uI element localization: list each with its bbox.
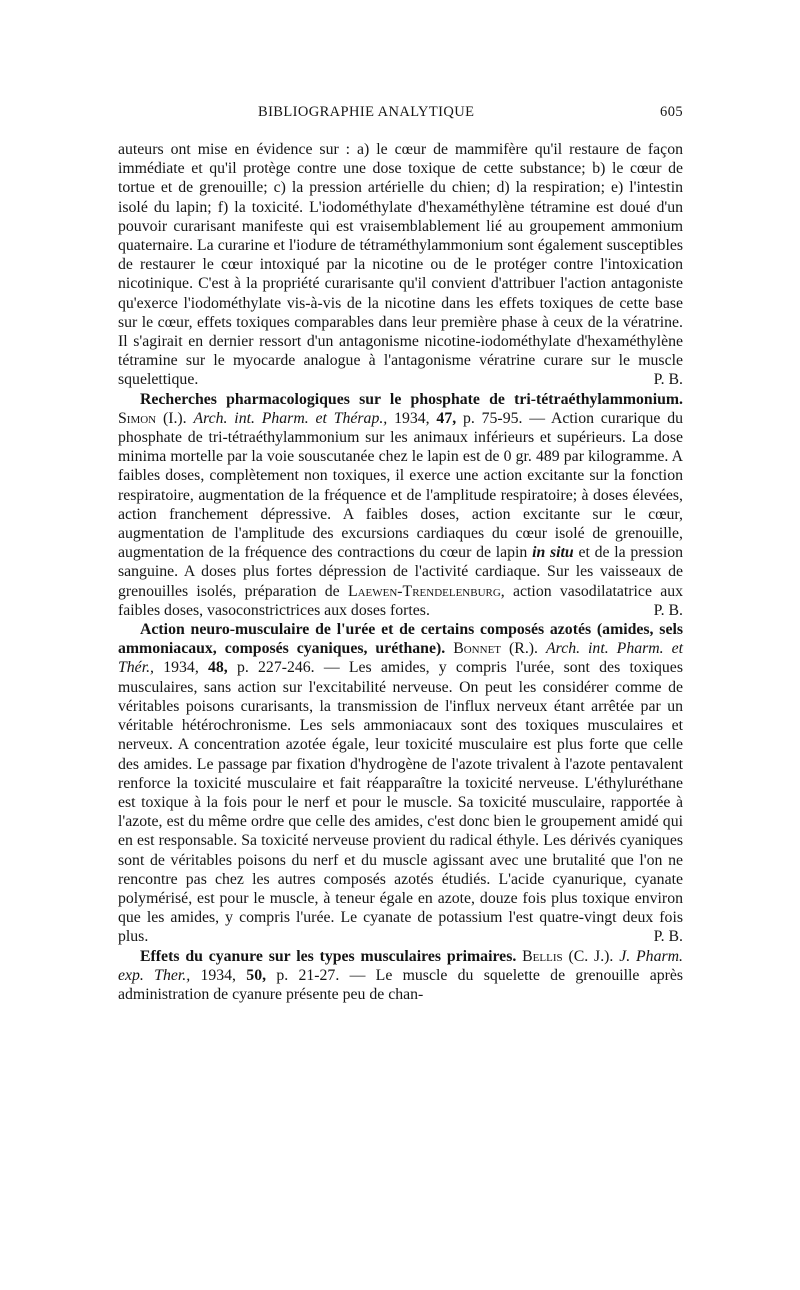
entry-pages: p. 75-95.: [462, 409, 523, 427]
running-title: BIBLIOGRAPHIE ANALYTIQUE: [258, 104, 475, 120]
signature: P. B.: [653, 928, 683, 946]
entry-year: 1934,: [163, 659, 199, 677]
entry-title: Effets du cyanure sur les types musculaires primaires.: [140, 947, 517, 965]
entry-body: — Les amides, y compris l'urée, sont des toxiques musculaires, sans action sur l'excitabilité nerveuse. On peut les considérer comme de véritables poisons curarisants, la transmission de l'influx nerveux étant arrêtée par un véritable hétérochronisme. Les sels ammoniacaux sont des toxiques musculaires et nerveux. A concentration azotée égale, leur toxicité musculaire est plus forte que celle des amides. Le passage par fixation d'hydrogène de l'azote trivalent à l'azote pentavalent renforce la toxicité musculaire et fait réapparaître la toxicité nerveuse. L'éthyluréthane est toxique à la fois pour le nerf et pour le muscle. Sa toxicité musculaire, rapportée à l'azote, est du même ordre que celle des amides, c'est donc bien le groupement amidé qui en est responsable. Sa toxicité nerveuse provient du radical éthyle. Les dérivés cyaniques sont de véritables poisons du nerf et du muscle agissant avec une brutalité que l'on ne rencontre pas chez les autres composés azotés étudiés. L'acide cyanurique, cyanate polymérisé, est pour le muscle, à teneur égale en azote, douze fois plus toxique environ que les amides, y compris l'urée. Le cyanate de potassium l'est quatre-vingt deux fois plus.: [118, 659, 683, 946]
continuation-paragraph: [118, 140, 683, 390]
entry-volume: 50,: [246, 966, 267, 984]
bibliography-entry: [118, 620, 683, 946]
bibliography-entry: [118, 390, 683, 620]
entry-pages: p. 227-246.: [236, 659, 315, 677]
bibliography-entry: [118, 947, 683, 1005]
entry-volume: 48,: [207, 659, 228, 677]
signature: P. B.: [653, 601, 683, 619]
entry-author: Bonnet: [453, 640, 502, 658]
entry-year: 1934,: [394, 409, 430, 427]
entry-author: Bellis: [522, 947, 563, 965]
entry-journal: J. Pharm. exp. Ther.,: [118, 947, 683, 984]
entry-author: Simon: [118, 409, 157, 427]
entry-volume: 47,: [436, 409, 457, 427]
entry-body: — Action curarique du phosphate de tri-tétraéthylammonium sur les animaux inférieurs et supérieurs. La dose minima mortelle par la voie souscutanée chez le lapin est de 0 gr. 489 par kilogramme. A faibles doses, complètement non toxiques, il exerce une action excitante sur la fonction respiratoire, augmentation de la fréquence et de l'amplitude respiratoire; à doses élevées, action franchement dépressive. A faibles doses, action excitante sur le cœur, augmentation de l'amplitude des excursions cardiaques du cœur isolé de grenouille, augmentation de la fréquence des contractions du cœur de lapin: [118, 409, 684, 562]
continuation-text: auteurs ont mise en évidence sur : a) le cœur de mammifère qu'il restaure de façon immédiate et qu'il protège contre une dose toxique de cette substance; b) le cœur de tortue et de grenouille; c) la pression artérielle du chien; d) la respiration; e) l'intestin isolé du lapin; f) la toxicité. L'iodométhylate d'hexaméthylène tétramine est doué d'un pouvoir curarisant manifeste qui est vraisemblablement lié au groupement ammonium quaternaire. La curarine et l'iodure de tétraméthylammonium sont également susceptibles de restaurer le cœur intoxiqué par la nicotine ou de le protéger contre l'intoxication nicotinique. C'est à la propriété curarisante qu'il convient d'attribuer l'action antagoniste qu'exerce l'iodométhylate vis-à-vis de la nicotine dans les effets toxiques de cette base sur le cœur, effets toxiques comparables dans leur première phase à ceux de la vératrine. Il s'agirait en dernier ressort d'un antagonisme nicotine-iodométhylate d'hexaméthylène tétramine sur le myocarde analogue à l'antagonisme vératrine curare sur le muscle squelettique.: [118, 141, 683, 389]
entry-title: Recherches pharmacologiques sur le phosphate de tri-tétraéthylammonium.: [140, 390, 683, 408]
entry-body-after: action vasodilatatrice aux faibles doses, vasoconstrictrices aux doses fortes.: [118, 582, 684, 619]
signature: P. B.: [653, 371, 683, 389]
entry-body-middle: et de la pression sanguine. A doses plus fortes dépression de l'activité cardiaque. Sur les vaisseaux de grenouilles isolés, préparation de: [118, 544, 684, 600]
entry-person: Laewen-Trendelenburg,: [347, 582, 505, 600]
entry-title: Action neuro-musculaire de l'urée et de certains composés azotés (amides, sels ammoniacaux, composés cyaniques, uréthane).: [118, 621, 683, 658]
page-header: [118, 104, 683, 126]
entry-year: 1934,: [200, 966, 236, 984]
entry-author-initials: (C. J.).: [568, 947, 614, 965]
page-body: [118, 140, 683, 1004]
entry-journal: Arch. int. Pharm. et Thér.,: [118, 640, 684, 677]
entry-pages: p. 21-27.: [276, 966, 340, 984]
page-number: 605: [660, 104, 683, 120]
entry-italic-phrase: in situ: [532, 544, 574, 562]
entry-journal: Arch. int. Pharm. et Thérap.,: [193, 409, 388, 427]
entry-author-initials: (R.).: [509, 640, 538, 658]
entry-body: — Le muscle du squelette de grenouille après administration de cyanure présente peu de chan-: [118, 966, 684, 1003]
entry-author-initials: (I.).: [162, 409, 187, 427]
